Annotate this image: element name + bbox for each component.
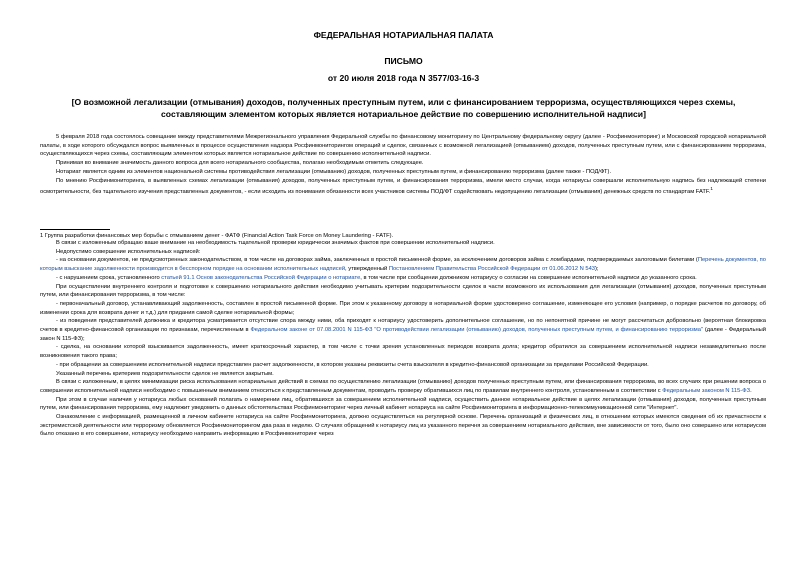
paragraph-text: );: [594, 266, 599, 273]
paragraph: 5 февраля 2018 года состоялось совещание между представителями Межрегионального управления Федеральной службы по финансовому мониторингу по Центральному федеральному округу (далее - Росфинмониторинг) и Московской городской нотариальной палаты, в ходе которого обсуждался вопрос выявленных в процессе осуществления надзора Росфинмониторингом операций и сделок, связанных с возможной легализацией (отмыванием) доходов, полученных преступным путем, или с финансированием терроризма, осуществляющихся через схемы, составляющим элементом которых является нотариальное действие по совершению исполнительной надписи.: [40, 134, 766, 158]
doc-subject: [О возможной легализации (отмывания) доходов, полученных преступным путем, или с финансированием терроризма, осуществляющихся через схемы, составляющим элементом которых является нотариальное действие по совершению исполнительной надписи]: [71, 97, 736, 119]
footnote: 1 Группа разработки финансовых мер борьбы с отмыванием денег - ФАТФ (Financial Action Task Force on Money Laundering - FATF).: [40, 233, 394, 239]
body-part-1: [40, 133, 766, 197]
org-title: ФЕДЕРАЛЬНАЯ НОТАРИАЛЬНАЯ ПАЛАТА: [313, 30, 494, 40]
paragraph: При осуществлении внутреннего контроля и подготовке к совершению нотариального действия необходимо учитывать критерии подозрительности сделок в части возможного их использования для легализации (отмывания) доходов, полученных преступным путем, или финансирования терроризма, в том числе:: [40, 283, 766, 299]
link-federal-law-115-short[interactable]: Федеральным законом N 115-ФЗ: [662, 387, 751, 394]
paragraph: [40, 256, 766, 273]
doc-date-number: от 20 июля 2018 года N 3577/03-16-3: [327, 73, 480, 83]
paragraph-text: .: [750, 387, 752, 394]
link-documents-list[interactable]: Перечень документов, по которым взыскание задолженности производится в бесспорном порядке на основании исполнительных надписей: [40, 257, 766, 273]
paragraph: [40, 274, 766, 283]
paragraph-text: , в том числе при сообщении должником нотариусу о согласии на совершение исполнительной надписи до указанного срока.: [360, 274, 697, 281]
paragraph-text: В связи с изложенным, в целях минимизации риска использования нотариальных действий в схемах по осуществлению легализации (отмыванию) доходов полученных преступным путем, или финансирования терроризма, во всех случаях при решении вопроса о совершении исполнительной надписи необходимо с повышенным вниманием относиться к представленным документам, проводить проверку обратившихся лиц по правилам внутреннего контроля, установленным в соответствии с: [40, 379, 766, 394]
paragraph: - первоначальный договор, устанавливающий задолженность, составлен в простой письменной форме. При этом к указанному договору в нотариальной форме удостоверено соглашение, изменяющее его условия (например, о порядке расчетов по договору, об изменении срока для возврата денег и т.д.) для придания самой сделке нотариальной формы;: [40, 300, 766, 316]
paragraph: [40, 317, 766, 343]
paragraph: Указанный перечень критериев подозрительности сделок не является закрытым.: [56, 370, 274, 377]
paragraph: Нотариат является одним из элементов национальной системы противодействия легализации (отмыванию) доходов, полученных преступным путем, и финансированию терроризма (далее также - ПОД/ФТ).: [56, 168, 612, 175]
paragraph: Принимая во внимание значимость данного вопроса для всего нотариального сообщества, полагаю необходимым отметить следующее.: [56, 160, 424, 167]
paragraph-text: - с нарушением срока, установленного: [56, 274, 162, 281]
paragraph: [40, 177, 766, 197]
paragraph-text: По мнению Росфинмониторинга, в выявленных схемах легализации (отмывания) доходов, полученных преступным путем, и финансирования терроризма, имели место случаи, когда нотариусы совершали исполнительную надпись без надлежащей степени осмотрительности, без тщательного изучения представленных документов, - если исходить из понимания обязанности всех участников системы ПОД/ФТ содействовать недопущению легализации (отмывания) денежных средств по стандартам FATF.: [40, 177, 766, 196]
paragraph: - сделка, на основании которой взыскивается задолженность, имеет краткосрочный характер, в том числе с точки зрения установленных периодов возврата долга; кредитор обратился за совершением исполнительной надписи незамедлительно после возникновения такого права;: [40, 344, 766, 360]
doc-type: ПИСЬМО: [384, 56, 423, 66]
footnote-separator: [40, 229, 110, 230]
footnote-ref[interactable]: 1: [710, 186, 713, 192]
paragraph: В связи с изложенным обращаю ваше внимание на необходимость тщательной проверки юридически значимых фактов при совершении исполнительной надписи.: [56, 240, 495, 246]
body-part-2: [40, 239, 766, 439]
paragraph-text: , утвержденный: [345, 266, 389, 273]
paragraph-text: - на основании документов, не предусмотренных законодательством, в том числе на договорах займа, заключенных в простой письменной форме, за исключением договоров займа с ломбардами, подтверждаемых залоговыми билетами (: [56, 257, 698, 264]
link-government-decree[interactable]: Постановлением Правительства Российской Федерации от 01.06.2012 N 543: [388, 266, 595, 273]
paragraph: [40, 378, 766, 395]
paragraph-text: (далее - Федеральный закон N 115-ФЗ);: [40, 327, 766, 342]
link-article-91-1[interactable]: статьей 91.1: [161, 274, 195, 281]
paragraph: - при обращении за совершением исполнительной надписи представлен расчет задолженности, в котором указаны реквизиты счета взыскателя в кредитно-финансовой организации за пределами Российской Федерации.: [56, 361, 649, 368]
paragraph: При этом в случае наличия у нотариуса любых оснований полагать о намерении лиц, обратившихся за совершением исполнительной надписи, осуществить данное нотариальное действие в целях легализации (отмывания) доходов, полученных преступным путем, или финансирования терроризма, ему надлежит уведомить о данных обстоятельствах Росфинмониторинг через личный кабинет нотариуса на сайте Росфинмониторинга в информационно-телекоммуникационной сети "Интернет".: [40, 396, 766, 412]
paragraph-text: - из поведения представителей должника и кредитора усматривается отсутствие спора между ними, оба приходят к нотариусу удостоверить дополнительное соглашение, но по непонятной причине не могут рассчитаться добровольно (вероятная блокировка счетов в кредитно-финансовой организации по признакам, перечисленным в: [40, 318, 766, 334]
link-notary-law[interactable]: Основ законодательства Российской Федерации о нотариате: [196, 274, 361, 281]
link-federal-law-115[interactable]: Федеральном законе от 07.08.2001 N 115-ФЗ "О противодействии легализации (отмыванию) доходов, полученных преступным путем, и финансированию терроризма": [250, 327, 703, 334]
paragraph: Недопустимо совершение исполнительных надписей:: [56, 248, 201, 255]
paragraph: Ознакомление с информацией, размещенной в личном кабинете нотариуса на сайте Росфинмониторинга, должно осуществляться на регулярной основе. Перечень организаций и физических лиц, в отношении которых имеются сведения об их причастности к экстремистской деятельности или терроризму обновляется Росфинмониторингом два раза в неделю. О случаях обращений к нотариусу лиц из указанного перечня за совершением нотариального действия, вне зависимости от того, было оно совершено или нотариусом было отказано в его совершении, нотариусу необходимо направить информацию в Росфинмониторинг через: [40, 414, 766, 438]
